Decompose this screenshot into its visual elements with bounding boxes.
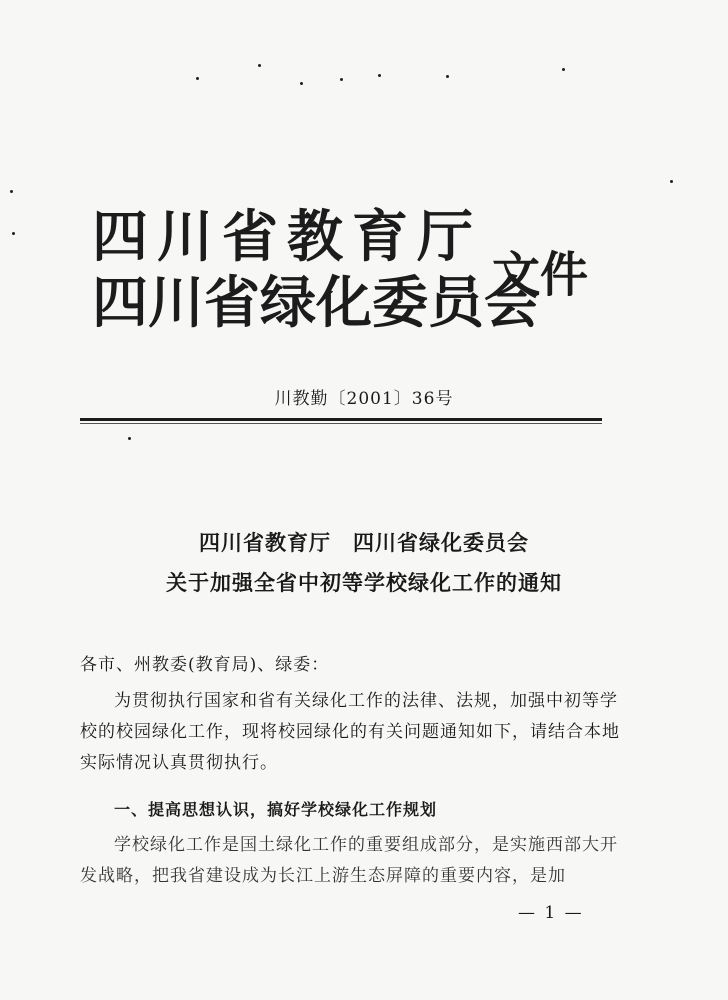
paragraph-section-1: 学校绿化工作是国土绿化工作的重要组成部分，是实施西部大开发战略，把我省建设成为长江上游生态屏障的重要内容，是加	[80, 835, 618, 886]
scan-speck	[258, 64, 261, 67]
salutation: 各市、州教委(教育局)、绿委：	[80, 655, 330, 675]
notice-title-line1: 四川省教育厅 四川省绿化委员会	[199, 531, 529, 555]
scan-speck	[340, 78, 343, 81]
header-divider	[80, 418, 602, 421]
issuer-education-department: 四川省教育厅	[92, 205, 482, 270]
scan-speck	[562, 68, 565, 71]
scan-speck	[446, 75, 449, 78]
document-number: 川教勤〔2001〕36号	[274, 389, 454, 409]
scan-speck	[128, 437, 131, 440]
scan-speck	[670, 180, 673, 183]
document-suffix: 文件	[492, 247, 589, 303]
scan-speck	[196, 77, 199, 80]
issuer-greening-committee: 四川省绿化委员会	[92, 271, 540, 336]
page-number: — 1 —	[518, 903, 584, 923]
scan-speck	[300, 82, 303, 85]
scan-speck	[10, 190, 13, 193]
scan-speck	[12, 232, 15, 235]
issuer-header	[92, 205, 540, 337]
scan-speck	[378, 74, 381, 77]
notice-title-line2: 关于加强全省中初等学校绿化工作的通知	[166, 571, 562, 595]
section-heading-1: 一、提高思想认识，搞好学校绿化工作规划	[114, 800, 438, 819]
header-divider-thin	[80, 423, 602, 424]
paragraph-intro: 为贯彻执行国家和省有关绿化工作的法律、法规，加强中初等学校的校园绿化工作，现将校园绿化的有关问题通知如下，请结合本地实际情况认真贯彻执行。	[80, 691, 620, 773]
